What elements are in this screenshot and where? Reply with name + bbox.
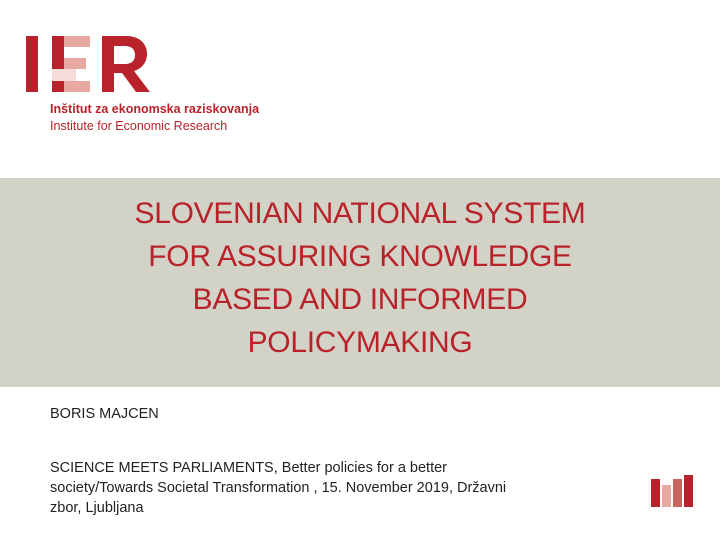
organization-name — [50, 101, 259, 135]
organization-name-en: Institute for Economic Research — [50, 119, 228, 133]
title-line: FOR ASSURING KNOWLEDGE — [148, 240, 572, 273]
title-line: SLOVENIAN NATIONAL SYSTEM — [134, 197, 586, 230]
organization-name-sl: Inštitut za ekonomska raziskovanja — [50, 102, 260, 116]
title-line: POLICYMAKING — [247, 326, 473, 359]
event-line: society/Towards Societal Transformation , 15. November 2019, Državni — [50, 480, 507, 496]
slide-title — [0, 192, 720, 364]
event-line: zbor, Ljubljana — [50, 500, 144, 516]
event-details — [50, 458, 630, 518]
author-name: BORIS MAJCEN — [50, 406, 159, 422]
ier-small-logo — [651, 475, 695, 507]
event-line: SCIENCE MEETS PARLIAMENTS, Better policies for a better — [50, 460, 447, 476]
title-line: BASED AND INFORMED — [192, 283, 528, 316]
